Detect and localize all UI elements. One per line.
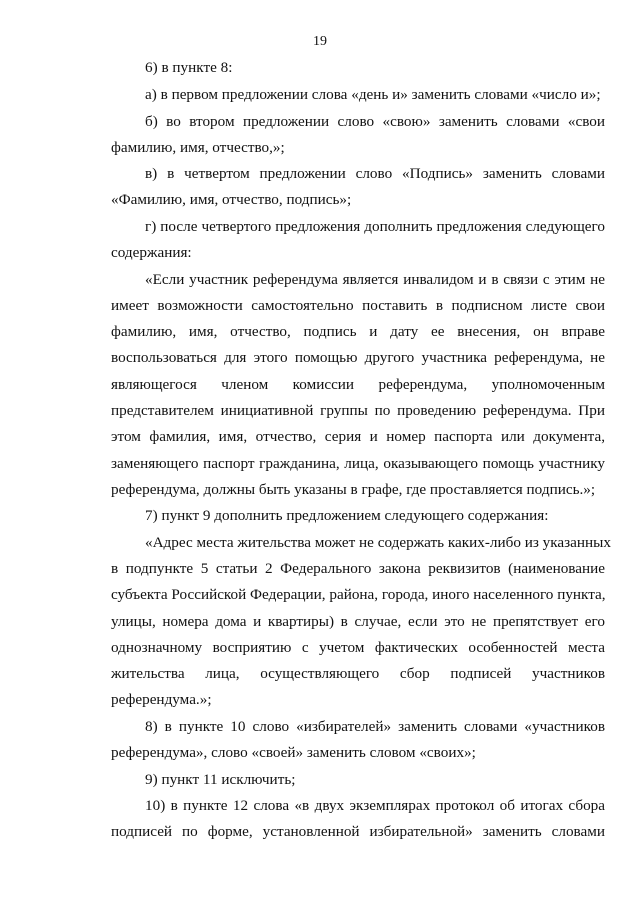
- text-line: улицы, номера дома и квартиры) в случае, если это не препятствует его: [111, 613, 605, 630]
- text-line: в подпункте 5 статьи 2 Федерального закона реквизитов (наименование: [111, 560, 605, 577]
- text-line: г) после четвертого предложения дополнить предложения следующего: [145, 218, 605, 235]
- text-line: референдума», слово «своей» заменить словом «своих»;: [111, 744, 476, 761]
- text-line: б) во втором предложении слово «свою» заменить словами «свои: [145, 113, 605, 130]
- text-line: заменяющего паспорт гражданина, лица, оказывающего помощь участнику: [111, 455, 605, 472]
- text-line: 7) пункт 9 дополнить предложением следующего содержания:: [145, 507, 549, 524]
- text-line: подписей по форме, установленной избирательной» заменить словами: [111, 823, 605, 840]
- text-line: субъекта Российской Федерации, района, города, иного населенного пункта,: [111, 586, 606, 603]
- text-line: «Адрес места жительства может не содержать каких-либо из указанных: [145, 534, 611, 551]
- text-line: являющегося членом комиссии референдума, уполномоченным: [111, 376, 605, 393]
- text-line: содержания:: [111, 244, 192, 261]
- text-line: 8) в пункте 10 слово «избирателей» заменить словами «участников: [145, 718, 605, 735]
- text-line: имеет возможности самостоятельно поставить в подписном листе свои: [111, 297, 605, 314]
- text-line: 10) в пункте 12 слова «в двух экземплярах протокол об итогах сбора: [145, 797, 605, 814]
- text-line: «Если участник референдума является инвалидом и в связи с этим не: [145, 271, 605, 288]
- text-line: этом фамилия, имя, отчество, серия и номер паспорта или документа,: [111, 428, 605, 445]
- text-line: фамилию, имя, отчество, подпись и дату ее внесения, он вправе: [111, 323, 605, 340]
- text-line: «Фамилию, имя, отчество, подпись»;: [111, 191, 352, 208]
- text-line: а) в первом предложении слова «день и» заменить словами «число и»;: [145, 86, 601, 103]
- text-line: жительства лица, осуществляющего сбор подписей участников: [111, 665, 605, 682]
- text-line: представителем инициативной группы по проведению референдума. При: [111, 402, 605, 419]
- text-line: фамилию, имя, отчество,»;: [111, 139, 285, 156]
- text-line: 6) в пункте 8:: [145, 59, 233, 76]
- text-line: воспользоваться для этого помощью другого участника референдума, не: [111, 349, 605, 366]
- text-line: однозначному восприятию с учетом фактических особенностей места: [111, 639, 605, 656]
- text-line: в) в четвертом предложении слово «Подпись» заменить словами: [145, 165, 605, 182]
- text-line: 9) пункт 11 исключить;: [145, 771, 296, 788]
- text-line: референдума.»;: [111, 691, 212, 708]
- page-number: 19: [313, 34, 327, 49]
- text-line: референдума, должны быть указаны в графе, где проставляется подпись.»;: [111, 481, 596, 498]
